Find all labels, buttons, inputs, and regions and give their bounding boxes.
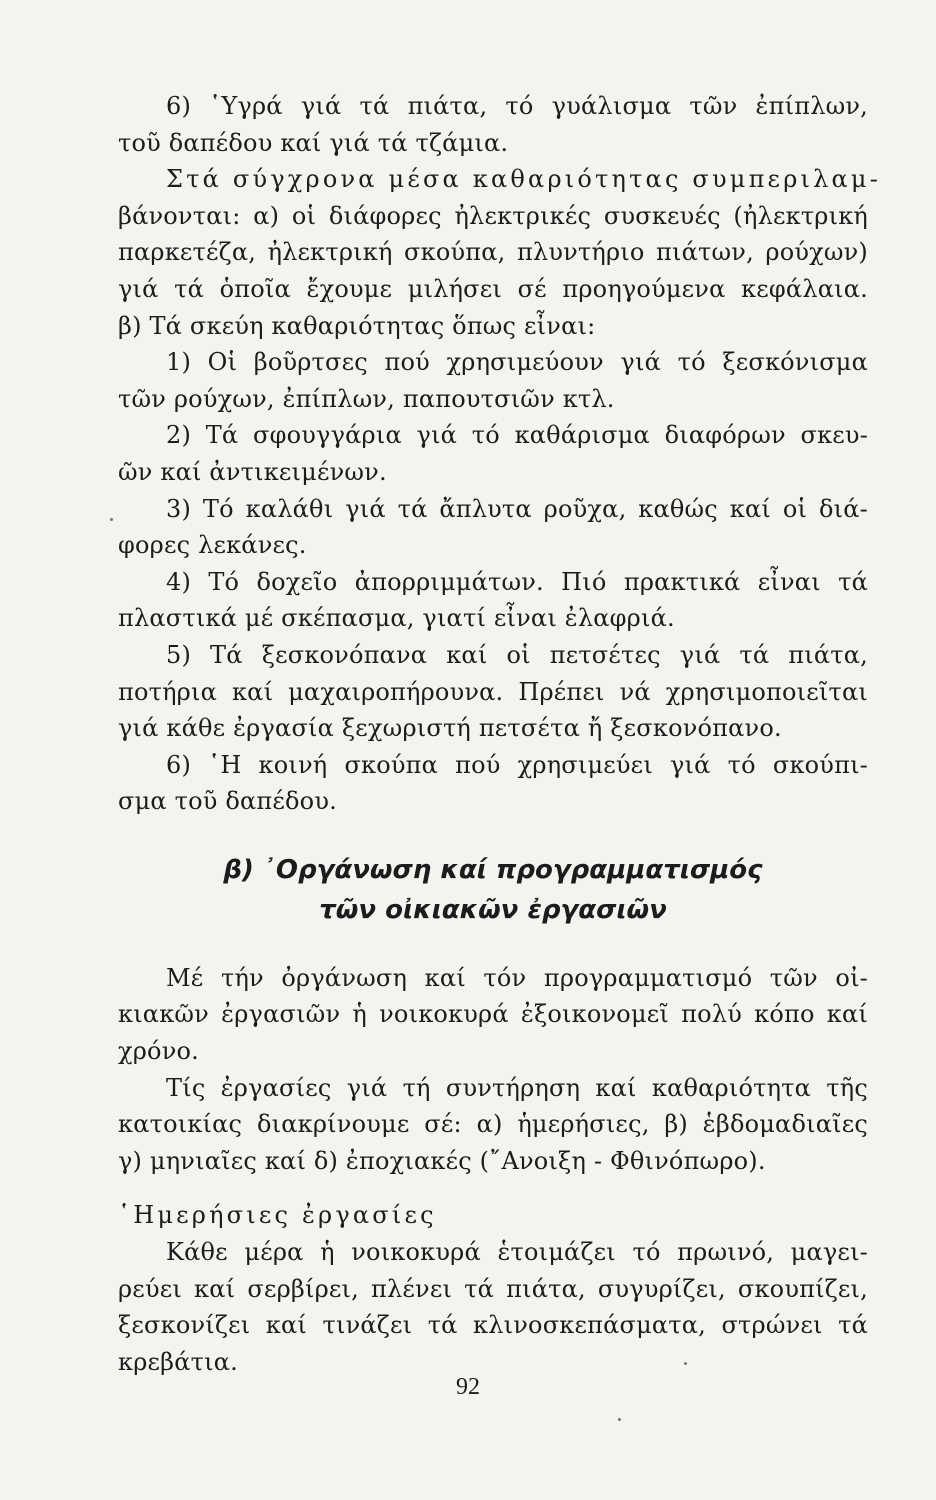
text-line: Στά σύγχρονα μέσα καθαριότητας συμπεριλαμ- xyxy=(166,165,882,194)
text-line: β) Τά σκεύη καθαριότητας ὅπως εἶναι: xyxy=(118,311,596,340)
section-heading: τῶν οἰκιακῶν ἐργασιῶν xyxy=(319,894,667,925)
text-line: γιά τά ὁποῖα ἔχουμε μιλήσει σέ προηγούμενα κεφάλαια. xyxy=(118,274,868,303)
text-line: Κάθε μέρα ἡ νοικοκυρά ἑτοιμάζει τό πρωινό, μαγει- xyxy=(166,1238,868,1267)
text-line: φορες λεκάνες. xyxy=(118,531,307,560)
section-heading: β) ᾿Οργάνωση καί προγραμματισμός xyxy=(223,854,763,885)
text-line: 3) Τό καλάθι γιά τά ἄπλυτα ροῦχα, καθώς καί οἱ διά- xyxy=(166,494,868,523)
subheading: ῾Ημερήσιες ἐργασίες xyxy=(118,1201,437,1230)
text-line: ῶν καί ἀντικειμένων. xyxy=(118,457,387,486)
text-line: Μέ τήν ὀργάνωση καί τόν προγραμματισμό τῶν οἰ- xyxy=(166,963,868,992)
text-line: 6) ῾Η κοινή σκούπα πού χρησιμεύει γιά τό σκούπι- xyxy=(166,750,868,779)
text-line: παρκετέζα, ἠλεκτρική σκούπα, πλυντήριο πιάτων, ρούχων) xyxy=(118,238,868,267)
text-line: χρόνο. xyxy=(118,1037,199,1066)
speck xyxy=(618,1418,621,1421)
text-line: τῶν ρούχων, ἐπίπλων, παπουτσιῶν κτλ. xyxy=(118,384,615,413)
text-line: πλαστικά μέ σκέπασμα, γιατί εἶναι ἐλαφριά. xyxy=(118,604,675,633)
page-number: 92 xyxy=(456,1374,480,1400)
text-line: βάνονται: α) οἱ διάφορες ἠλεκτρικές συσκευές (ἠλεκτρική xyxy=(118,201,868,230)
page-body xyxy=(118,88,882,1380)
text-line: Τίς ἐργασίες γιά τή συντήρηση καί καθαριότητα τῆς xyxy=(166,1073,868,1102)
text-line: κρεβάτια. xyxy=(118,1347,238,1376)
text-line: 1) Οἱ βοῦρτσες πού χρησιμεύουν γιά τό ξεσκόνισμα xyxy=(166,348,868,377)
text-line: γ) μηνιαῖες καί δ) ἐποχιακές (῎Ανοιξη - Φθινόπωρο). xyxy=(118,1146,766,1175)
text-line: ποτήρια καί μαχαιροπήρουνα. Πρέπει νά χρησιμοποιεῖται xyxy=(118,677,868,706)
speck xyxy=(110,518,113,521)
text-line: σμα τοῦ δαπέδου. xyxy=(118,787,337,816)
text-line: 4) Τό δοχεῖο ἀπορριμμάτων. Πιό πρακτικά εἶναι τά xyxy=(166,567,868,596)
text-line: 6) ῾Υγρά γιά τά πιάτα, τό γυάλισμα τῶν ἐπίπλων, xyxy=(166,92,868,120)
speck xyxy=(684,1362,687,1365)
text-line: τοῦ δαπέδου καί γιά τά τζάμια. xyxy=(118,128,509,157)
text-line: ξεσκονίζει καί τινάζει τά κλινοσκεπάσματα, στρώνει τά xyxy=(118,1311,868,1340)
text-line: κιακῶν ἐργασιῶν ἡ νοικοκυρά ἐξοικονομεῖ πολύ κόπο καί xyxy=(118,1000,868,1029)
text-line: κατοικίας διακρίνουμε σέ: α) ἡμερήσιες, β) ἑβδομαδιαῖες xyxy=(118,1110,868,1139)
text-line: 2) Τά σφουγγάρια γιά τό καθάρισμα διαφόρων σκευ- xyxy=(166,421,868,450)
text-line: ρεύει καί σερβίρει, πλένει τά πιάτα, συγυρίζει, σκουπίζει, xyxy=(118,1274,868,1303)
text-line: γιά κάθε ἐργασία ξεχωριστή πετσέτα ἤ ξεσκονόπανο. xyxy=(118,714,782,743)
text-line: 5) Τά ξεσκονόπανα καί οἱ πετσέτες γιά τά πιάτα, xyxy=(166,640,868,669)
